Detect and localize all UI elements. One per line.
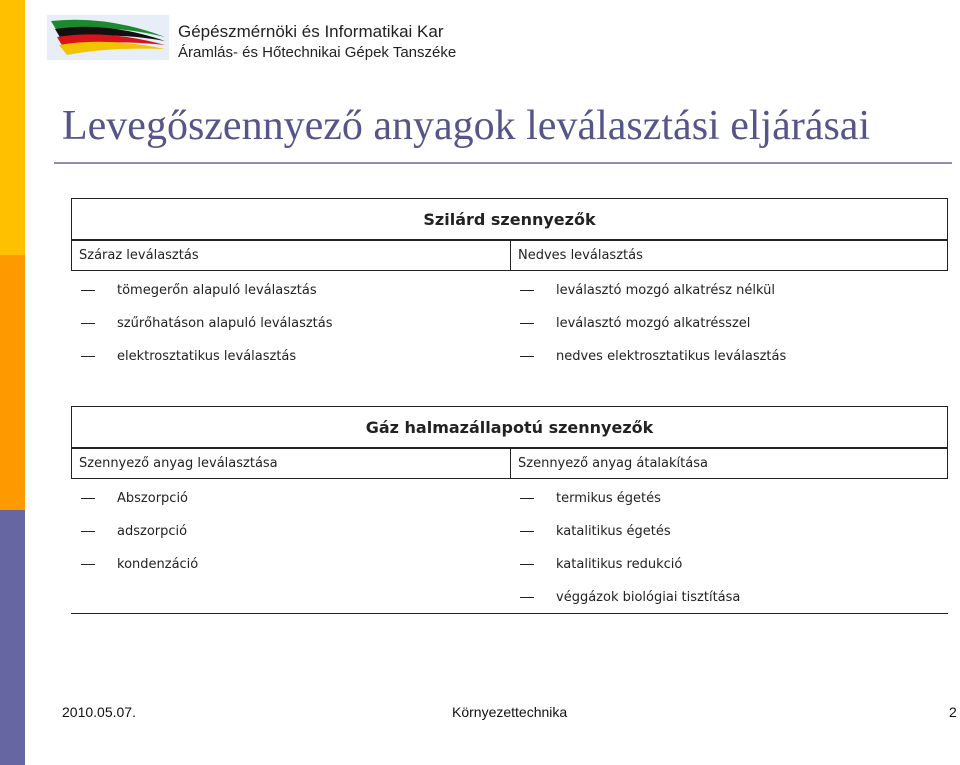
dash-bullet-icon xyxy=(520,597,534,598)
list-item: leválasztó mozgó alkatrész nélkül xyxy=(510,274,786,307)
dash-bullet-icon xyxy=(520,356,534,357)
list-item: szűrőhatáson alapuló leválasztás xyxy=(71,307,333,340)
side-bar-yellow xyxy=(0,0,25,255)
separation-list xyxy=(71,482,198,581)
dash-bullet-icon xyxy=(81,290,95,291)
dash-bullet-icon xyxy=(520,564,534,565)
dash-bullet-icon xyxy=(520,290,534,291)
dash-bullet-icon xyxy=(520,323,534,324)
list-item: katalitikus redukció xyxy=(510,548,740,581)
list-item: elektrosztatikus leválasztás xyxy=(71,340,333,373)
dry-separation-list xyxy=(71,274,333,373)
table-bottom-rule xyxy=(71,613,948,614)
title-divider xyxy=(54,162,952,164)
dash-bullet-icon xyxy=(81,531,95,532)
conversion-heading: Szennyező anyag átalakítása xyxy=(510,447,948,479)
side-bar-orange xyxy=(0,255,25,510)
dash-bullet-icon xyxy=(81,323,95,324)
dash-bullet-icon xyxy=(81,498,95,499)
dry-separation-heading: Száraz leválasztás xyxy=(71,239,511,271)
solid-pollutants-table xyxy=(71,198,948,376)
wet-separation-heading: Nedves leválasztás xyxy=(510,239,948,271)
footer-course: Környezettechnika xyxy=(452,704,568,720)
solid-table-heading: Szilárd szennyezők xyxy=(71,198,948,241)
separation-heading: Szennyező anyag leválasztása xyxy=(71,447,511,479)
page-number: 2 xyxy=(949,704,957,720)
university-logo-icon xyxy=(47,15,169,60)
gas-pollutants-table xyxy=(71,406,948,614)
list-item: termikus égetés xyxy=(510,482,740,515)
dash-bullet-icon xyxy=(81,356,95,357)
gas-table-heading: Gáz halmazállapotú szennyezők xyxy=(71,406,948,449)
page-title: Levegőszennyező anyagok leválasztási eljárásai xyxy=(62,103,871,149)
list-item: Abszorpció xyxy=(71,482,198,515)
dash-bullet-icon xyxy=(81,564,95,565)
dash-bullet-icon xyxy=(520,498,534,499)
side-bar-purple xyxy=(0,510,25,765)
list-item: leválasztó mozgó alkatrésszel xyxy=(510,307,786,340)
footer-date: 2010.05.07. xyxy=(62,704,136,720)
list-item: nedves elektrosztatikus leválasztás xyxy=(510,340,786,373)
department-name: Áramlás- és Hőtechnikai Gépek Tanszéke xyxy=(178,44,457,61)
dash-bullet-icon xyxy=(520,531,534,532)
list-item: adszorpció xyxy=(71,515,198,548)
faculty-name: Gépészmérnöki és Informatikai Kar xyxy=(178,22,444,41)
conversion-list xyxy=(510,482,740,614)
wet-separation-list xyxy=(510,274,786,373)
list-item: véggázok biológiai tisztítása xyxy=(510,581,740,614)
list-item: kondenzáció xyxy=(71,548,198,581)
list-item: tömegerőn alapuló leválasztás xyxy=(71,274,333,307)
list-item: katalitikus égetés xyxy=(510,515,740,548)
